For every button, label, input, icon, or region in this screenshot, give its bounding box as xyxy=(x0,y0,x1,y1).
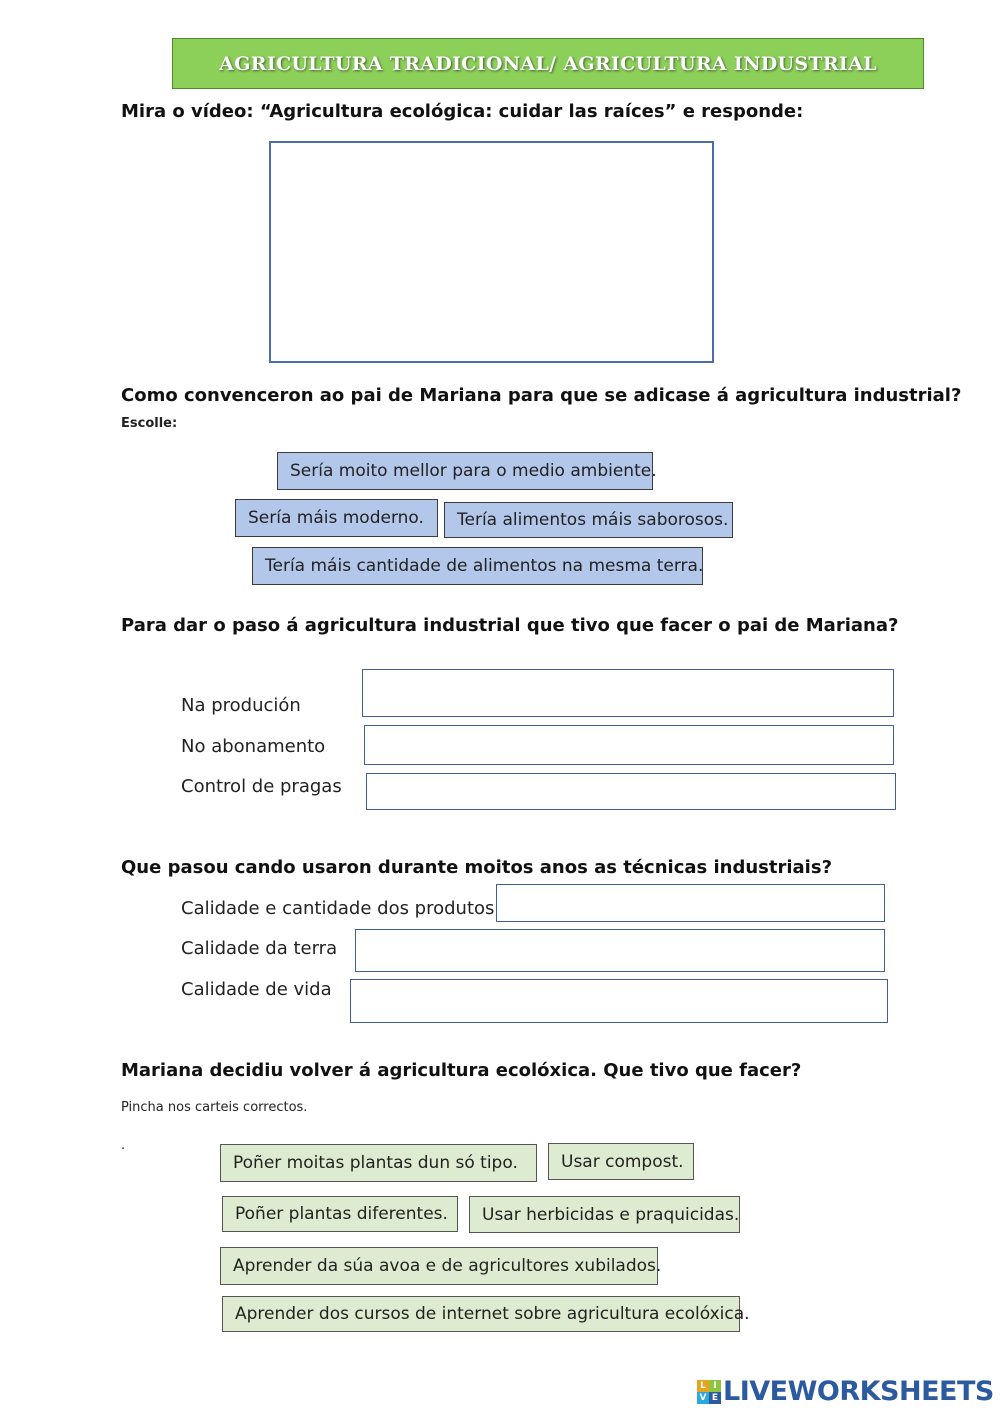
liveworksheets-logo[interactable] xyxy=(697,1376,994,1407)
video-frame[interactable] xyxy=(269,141,714,363)
q4-option-learn-grandmother[interactable]: Aprender da súa avoa e de agricultores xubilados. xyxy=(220,1247,658,1285)
question-3: Que pasou cando usaron durante moitos anos as técnicas industriais? xyxy=(121,857,833,878)
label-production: Na produción xyxy=(181,695,301,716)
q4-option-compost[interactable]: Usar compost. xyxy=(548,1143,694,1180)
logo-text: LIVEWORKSHEETS xyxy=(723,1376,994,1407)
logo-grid-icon: L I V E xyxy=(697,1380,721,1404)
label-fertilizing: No abonamento xyxy=(181,736,326,757)
question-2: Para dar o paso á agricultura industrial que tivo que facer o pai de Mariana? xyxy=(121,615,899,636)
q1-option-environment[interactable]: Sería moito mellor para o medio ambiente. xyxy=(277,452,653,490)
title-banner xyxy=(172,38,924,89)
answer-production[interactable] xyxy=(362,669,894,717)
q1-option-quantity[interactable]: Tería máis cantidade de alimentos na mesma terra. xyxy=(252,547,703,585)
q4-option-monoculture[interactable]: Poñer moitas plantas dun só tipo. xyxy=(220,1144,537,1182)
label-life-quality: Calidade de vida xyxy=(181,979,332,1000)
label-product-quality: Calidade e cantidade dos produtos xyxy=(181,898,495,919)
question-4: Mariana decidiu volver á agricultura ecolóxica. Que tivo que facer? xyxy=(121,1060,802,1081)
label-pest-control: Control de pragas xyxy=(181,776,342,797)
q1-option-modern[interactable]: Sería máis moderno. xyxy=(235,499,438,537)
stray-dot: . xyxy=(121,1138,126,1153)
q4-option-herbicides[interactable]: Usar herbicidas e praquicidas. xyxy=(469,1196,740,1233)
label-soil-quality: Calidade da terra xyxy=(181,938,338,959)
answer-product-quality[interactable] xyxy=(496,884,885,922)
answer-life-quality[interactable] xyxy=(350,979,888,1023)
answer-pest-control[interactable] xyxy=(366,773,896,810)
q1-option-tasty[interactable]: Tería alimentos máis saborosos. xyxy=(444,502,733,538)
q4-option-diverse-plants[interactable]: Poñer plantas diferentes. xyxy=(222,1196,458,1232)
q4-option-internet-courses[interactable]: Aprender dos cursos de internet sobre agricultura ecolóxica. xyxy=(222,1296,740,1332)
answer-fertilizing[interactable] xyxy=(364,725,894,765)
page-title: AGRICULTURA TRADICIONAL/ AGRICULTURA INDUSTRIAL xyxy=(219,52,877,75)
question-4-hint: Pincha nos carteis correctos. xyxy=(121,1100,308,1115)
question-1: Como convenceron ao pai de Mariana para que se adicase á agricultura industrial? xyxy=(121,385,962,406)
question-1-hint: Escolle: xyxy=(121,416,178,431)
answer-soil-quality[interactable] xyxy=(355,929,885,972)
video-instruction: Mira o vídeo: “Agricultura ecológica: cuidar las raíces” e responde: xyxy=(121,101,804,122)
